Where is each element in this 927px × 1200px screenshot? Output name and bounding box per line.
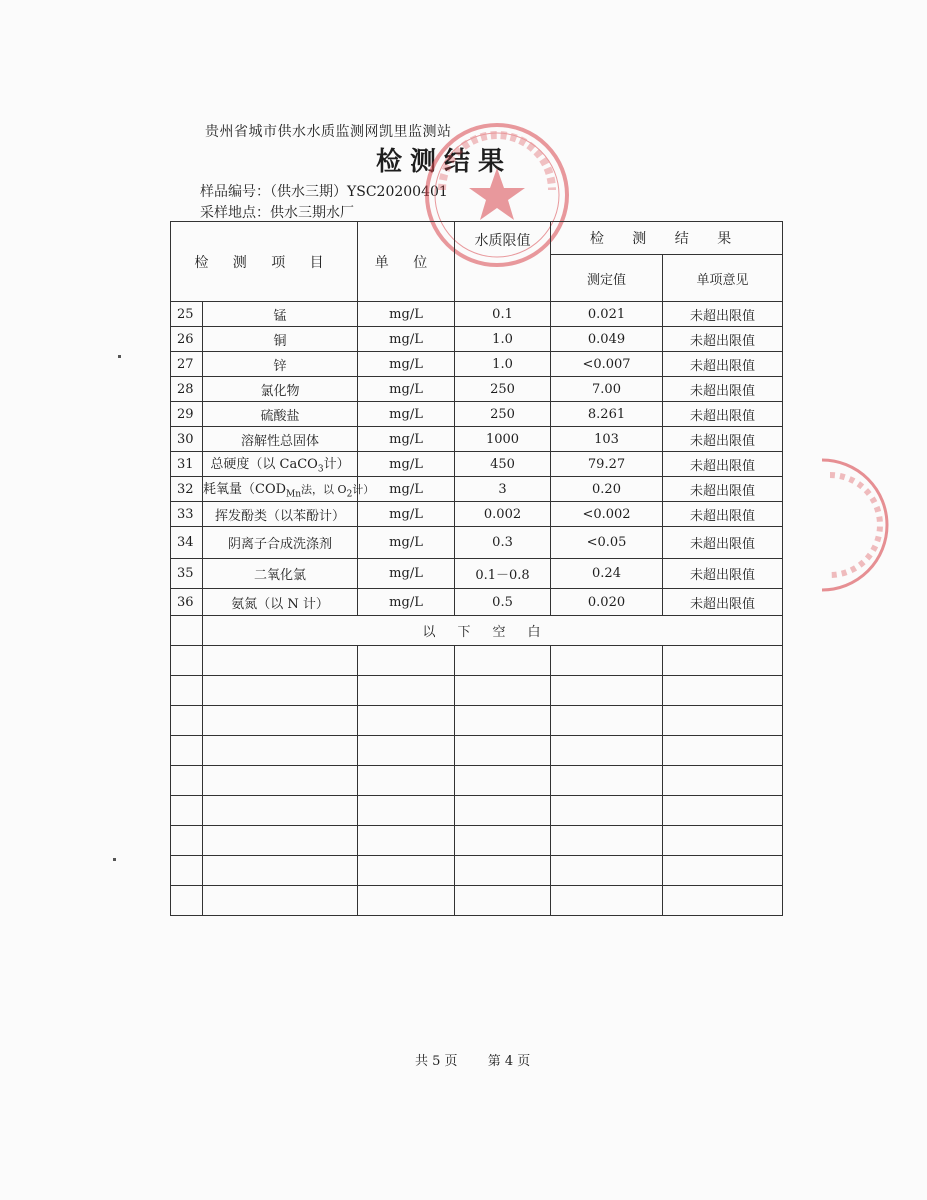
page-number: 第 4 页 [487,1054,531,1069]
header-measured: 测定值 [551,255,663,302]
page-footer [415,1050,556,1069]
item-oxygen-consumption: 耗氧量（$COD_{Mn}$法，以 $O_2$计） [203,477,358,502]
scan-speck [118,355,121,358]
empty-row [171,766,783,796]
table-row: 28 氯化物 mg/L 250 7.00 未超出限值 [171,377,783,402]
sample-number: 样品编号：（供水三期）YSC20200401 [200,184,448,200]
empty-row [171,736,783,766]
table-row: 32 耗氧量（$COD_{Mn}$法，以 $O_2$计） mg/L 3 0.20 未超出限值 [171,477,783,502]
header-result-group: 检 测 结 果 [551,222,783,255]
empty-row [171,706,783,736]
empty-row [171,826,783,856]
item-total-hardness: 总硬度（以 CaCO$_3$计） [203,452,358,477]
header-limit: 水质限值 [455,222,551,302]
header-unit: 单 位 [358,222,455,302]
empty-row [171,856,783,886]
table-row: 31 总硬度（以 CaCO$_3$计） mg/L 450 79.27 未超出限值 [171,452,783,477]
empty-row [171,796,783,826]
sample-location: 采样地点：供水三期水厂 [200,205,354,221]
page-seam-seal-icon [812,455,862,595]
table-row: 25 锰 mg/L 0.1 0.021 未超出限值 [171,302,783,327]
total-pages: 共 5 页 [415,1054,458,1069]
empty-row [171,646,783,676]
org-name: 贵州省城市供水水质监测网凯里监测站 [205,124,452,140]
empty-row [171,676,783,706]
table-row: 27 锌 mg/L 1.0 <0.007 未超出限值 [171,352,783,377]
scan-speck [113,858,116,861]
empty-row [171,886,783,916]
table-row: 35 二氧化氯 mg/L 0.1－0.8 0.24 未超出限值 [171,559,783,589]
document-title: 检测结果 [376,147,513,177]
blank-note: 以下空白 [203,616,783,646]
header-opinion: 单项意见 [663,255,783,302]
table-row: 29 硫酸盐 mg/L 250 8.261 未超出限值 [171,402,783,427]
blank-note-row [171,616,783,646]
table-row: 26 铜 mg/L 1.0 0.049 未超出限值 [171,327,783,352]
header-item: 检 测 项 目 [171,222,358,302]
table-row: 30 溶解性总固体 mg/L 1000 103 未超出限值 [171,427,783,452]
results-table [170,221,783,916]
table-row: 36 氨氮（以 N 计） mg/L 0.5 0.020 未超出限值 [171,589,783,616]
table-row: 33 挥发酚类（以苯酚计） mg/L 0.002 <0.002 未超出限值 [171,502,783,527]
table-row: 34 阴离子合成洗涤剂 mg/L 0.3 <0.05 未超出限值 [171,527,783,559]
